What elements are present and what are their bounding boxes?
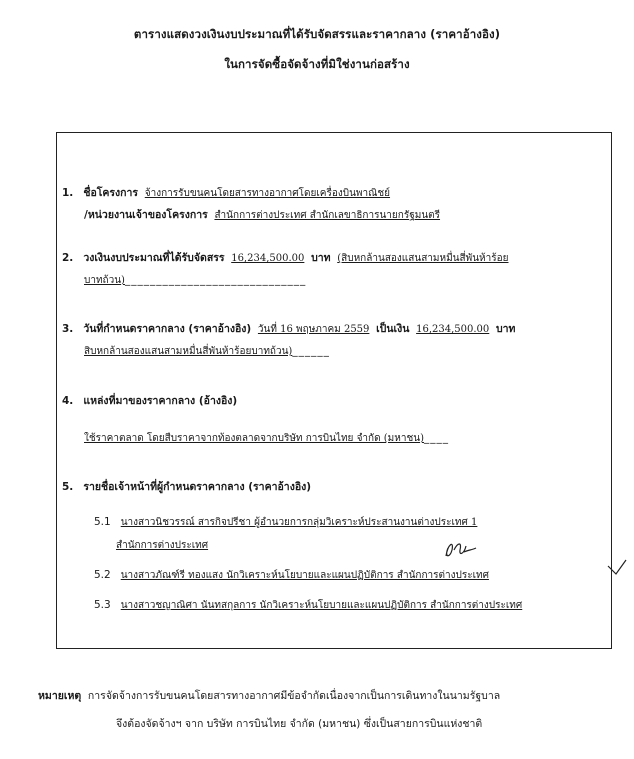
item-1-row [62,184,390,201]
budget-words-end: บาทถ้วน) [84,275,125,286]
price-unit: บาท [495,323,516,335]
official-name: นางสาวนิชวรรณ์ สารกิจปรีชา ผู้อำนวยการกลุ่มวิเคราะห์ประสานงานต่างประเทศ 1 [120,517,478,528]
price-amount: 16,234,500.00 [416,324,490,335]
official-row [94,568,489,583]
price-date: วันที่ 16 พฤษภาคม 2559 [257,324,370,335]
item-5-number: 5. [62,481,74,493]
item-5-label: รายชื่อเจ้าหน้าที่ผู้กำหนดราคากลาง (ราคาอ้างอิง) [83,481,312,493]
item-1-subrow [84,206,440,223]
item-4-value-row [84,431,449,446]
remark-text-2: จึงต้องจัดจ้างฯ จาก บริษัท การบินไทย จำกัด (มหาชน) ซึ่งเป็นสายการบินแห่งชาติ [116,718,483,730]
official-number: 5.1 [94,516,111,528]
budget-words: (สิบหกล้านสองแสนสามหมื่นสี่พันห้าร้อย [337,253,509,264]
remark-row [38,687,500,704]
item-5-row [62,478,311,495]
project-name: จ้างการรับขนคนโดยสารทางอากาศโดยเครื่องบินพาณิชย์ [144,188,391,199]
item-4-number: 4. [62,395,74,407]
price-words: สิบหกล้านสองแสนสามหมื่นสี่พันห้าร้อยบาทถ้วน) [84,346,293,357]
price-source: ใช้ราคาตลาด โดยสืบราคาจากท้องตลาดจากบริษัท การบินไทย จำกัด (มหาชน) [84,433,424,444]
official-name: นางสาวชญาณิศา นันทสกุลการ นักวิเคราะห์นโยบายและแผนปฏิบัติการ สำนักการต่างประเทศ [120,600,523,611]
remark-label: หมายเหตุ [38,690,82,702]
official-row [94,515,477,530]
official-row [94,598,522,613]
item-4-row [62,392,237,409]
official-unit: สำนักการต่างประเทศ [116,540,209,551]
agency-name: สำนักการต่างประเทศ สำนักเลขาธิการนายกรัฐมนตรี [214,210,441,221]
official-name: นางสาวภัณฑ์รี ทองแสง นักวิเคราะห์นโยบายและแผนปฏิบัติการ สำนักการต่างประเทศ [120,570,489,581]
price-amount-label: เป็นเงิน [376,323,410,335]
item-3-number: 3. [62,323,74,335]
agency-label: /หน่วยงานเจ้าของโครงการ [84,209,208,221]
official-number: 5.2 [94,569,111,581]
item-2-row-2 [84,273,306,288]
remark-row-2 [116,715,482,732]
signature-initials [440,536,480,562]
remark-text: การจัดจ้างการรับขนคนโดยสารทางอากาศมีข้อจำกัดเนื่องจากเป็นการเดินทางในนามรัฐบาล [87,690,501,702]
item-2-row [62,249,509,266]
official-number: 5.3 [94,599,111,611]
fill-dashes: _____________________________ [124,274,307,286]
budget-unit: บาท [311,252,331,264]
item-4-label: แหล่งที่มาของราคากลาง (อ้างอิง) [83,395,238,407]
check-mark-icon [606,556,628,580]
item-3-row [62,320,515,337]
fill-dashes: ____ [424,432,449,444]
item-1-number: 1. [62,187,74,199]
item-3-row-2 [84,344,330,359]
item-3-label: วันที่กำหนดราคากลาง (ราคาอ้างอิง) [83,323,252,335]
document-subtitle: ในการจัดซื้อจัดจ้างที่มิใช่งานก่อสร้าง [224,57,410,71]
item-1-label: ชื่อโครงการ [83,187,139,199]
fill-dashes: ______ [292,345,330,357]
official-row-continued [116,538,208,553]
document-title: ตารางแสดงวงเงินงบประมาณที่ได้รับจัดสรรและราคากลาง (ราคาอ้างอิง) [133,27,501,41]
item-2-number: 2. [62,252,74,264]
budget-amount: 16,234,500.00 [231,253,305,264]
item-2-label: วงเงินงบประมาณที่ได้รับจัดสรร [83,252,225,264]
